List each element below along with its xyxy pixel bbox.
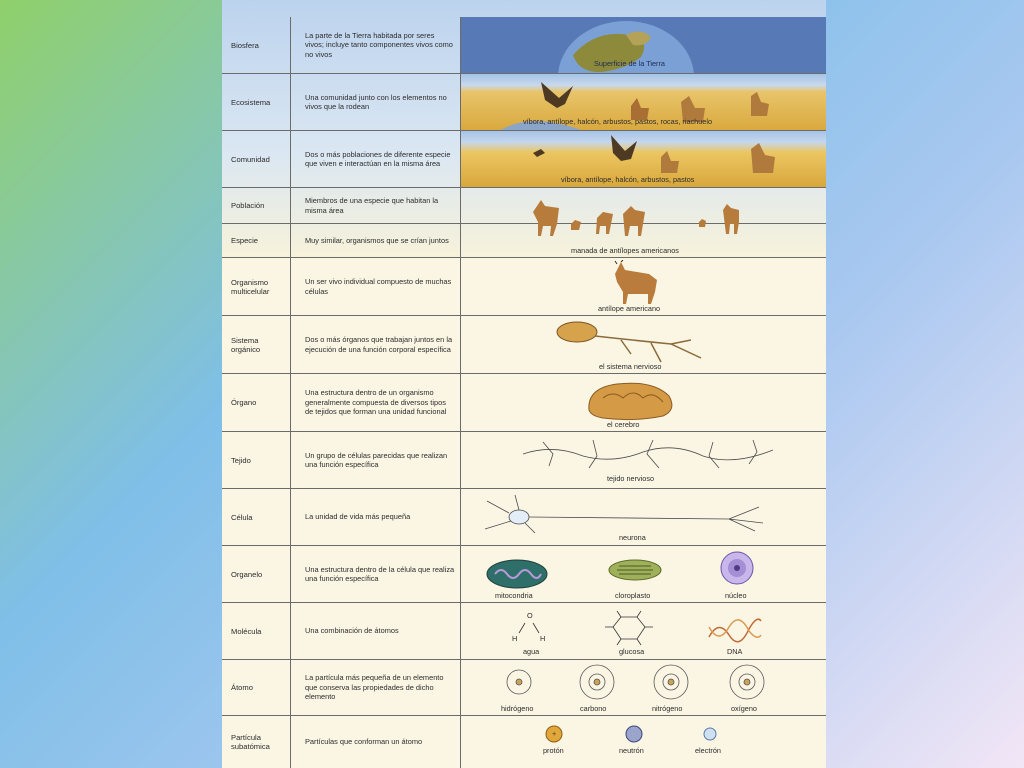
caption: neutrón bbox=[619, 746, 644, 755]
row-biosfera bbox=[222, 17, 826, 74]
level-description: Una estructura dentro de la célula que realiza una función específica bbox=[305, 564, 455, 583]
electron-icon bbox=[704, 728, 716, 740]
level-name: Población bbox=[231, 201, 265, 210]
caption: protón bbox=[543, 746, 564, 755]
water-icon bbox=[519, 623, 539, 633]
level-description: Miembros de una especie que habitan la misma área bbox=[305, 196, 439, 215]
level-name: Órgano bbox=[231, 398, 257, 407]
caption: oxígeno bbox=[731, 704, 757, 713]
level-description: Dos o más poblaciones de diferente especie que viven e interactúan en la misma área bbox=[305, 149, 451, 168]
caption: carbono bbox=[580, 704, 607, 713]
nucleus-icon bbox=[721, 552, 753, 584]
level-name: Molécula bbox=[231, 626, 262, 636]
level-name: Átomo bbox=[231, 683, 253, 692]
molecules-icon bbox=[461, 605, 826, 649]
caption: antílope americano bbox=[598, 304, 661, 313]
glucose-icon bbox=[605, 611, 653, 645]
level-name: Comunidad bbox=[231, 154, 270, 164]
earth-illustration bbox=[461, 17, 826, 73]
hydrogen-atom-icon bbox=[507, 670, 531, 694]
level-name: Sistema orgánico bbox=[231, 335, 261, 354]
community-illustration bbox=[461, 131, 826, 187]
levels-of-organization-table bbox=[222, 0, 826, 768]
water-oxygen-label: O bbox=[527, 611, 533, 620]
row-organo bbox=[222, 374, 826, 432]
nervous-system-icon bbox=[551, 318, 711, 366]
nitrogen-atom-icon bbox=[654, 665, 688, 699]
organelles-icon bbox=[461, 550, 826, 594]
brain-icon bbox=[583, 378, 683, 422]
level-description: Muy similar, organismos que se crían juntos bbox=[305, 235, 449, 245]
level-name: Biosfera bbox=[231, 40, 259, 50]
subatomic-particles-illustration bbox=[461, 716, 826, 768]
caption: Superficie de la Tierra bbox=[594, 59, 665, 68]
brain-illustration bbox=[461, 374, 826, 431]
atoms-icon bbox=[461, 662, 826, 706]
level-name: Organismo multicelular bbox=[231, 277, 270, 296]
caption: DNA bbox=[727, 647, 743, 656]
ecosystem-illustration bbox=[461, 74, 826, 130]
caption: hidrógeno bbox=[501, 704, 534, 713]
row-comunidad bbox=[222, 131, 826, 188]
antelope-illustration bbox=[461, 258, 826, 315]
level-description: Una combinación de átomos bbox=[305, 626, 399, 636]
row-particula-subatomica bbox=[222, 716, 826, 768]
caption: glucosa bbox=[619, 647, 645, 656]
row-celula bbox=[222, 489, 826, 546]
neuron-illustration bbox=[461, 489, 826, 545]
row-organismo bbox=[222, 258, 826, 316]
caption: cloroplasto bbox=[615, 591, 651, 600]
caption: el sistema nervioso bbox=[599, 362, 662, 371]
caption: víbora, antílope, halcón, arbustos, pastos bbox=[561, 175, 695, 184]
nerve-tissue-icon bbox=[513, 434, 793, 474]
level-name: Especie bbox=[231, 236, 259, 245]
caption: núcleo bbox=[725, 591, 747, 600]
level-description: Un grupo de células parecidas que realizan una función específica bbox=[305, 450, 448, 469]
row-organelo bbox=[222, 546, 826, 603]
row-atomo bbox=[222, 660, 826, 716]
row-tejido bbox=[222, 432, 826, 489]
antelope-herd-illustration bbox=[461, 188, 826, 258]
molecules-illustration bbox=[461, 603, 826, 659]
level-description: Partículas que conforman un átomo bbox=[305, 737, 423, 747]
level-description: Una estructura dentro de un organismo generalmente compuesta de diversos tipos de tejidos que forman una unidad funcional bbox=[305, 388, 447, 417]
nervous-system-illustration bbox=[461, 316, 826, 373]
row-ecosistema bbox=[222, 74, 826, 131]
chloroplast-icon bbox=[609, 560, 661, 580]
water-hydrogen-label: H bbox=[512, 634, 518, 643]
caption: neurona bbox=[619, 533, 646, 542]
level-description: La unidad de vida más pequeña bbox=[305, 512, 411, 522]
caption: víbora, antílope, halcón, arbustos, pastos, rocas, riachuelo bbox=[523, 117, 713, 126]
caption: agua bbox=[523, 647, 540, 656]
proton-charge-label: + bbox=[552, 729, 557, 738]
row-sistema-organico bbox=[222, 316, 826, 374]
neuron-icon bbox=[479, 493, 779, 533]
level-name: Tejido bbox=[231, 455, 251, 465]
mitochondria-icon bbox=[487, 560, 547, 588]
row-molecula bbox=[222, 603, 826, 660]
neutron-icon bbox=[626, 726, 642, 742]
dna-icon bbox=[709, 619, 761, 642]
oxygen-atom-icon bbox=[730, 665, 764, 699]
level-name: Ecosistema bbox=[231, 97, 271, 107]
level-description: Dos o más órganos que trabajan juntos en la ejecución de una función corporal específica bbox=[305, 335, 453, 354]
carbon-atom-icon bbox=[580, 665, 614, 699]
level-description: La parte de la Tierra habitada por seres vivos; incluye tanto componentes vivos como no vivos bbox=[305, 30, 453, 59]
organelles-illustration bbox=[461, 546, 826, 602]
level-name: Partícula subatómica bbox=[231, 733, 270, 751]
caption: electrón bbox=[695, 746, 721, 755]
water-hydrogen-label: H bbox=[540, 634, 546, 643]
level-name: Organelo bbox=[231, 569, 263, 579]
level-description: Una comunidad junto con los elementos no vivos que la rodean bbox=[305, 92, 447, 111]
level-description: La partícula más pequeña de un elemento que conserva las propiedades de dicho elemento bbox=[305, 673, 444, 702]
level-description: Un ser vivo individual compuesto de muchas células bbox=[305, 277, 452, 296]
caption: el cerebro bbox=[607, 420, 640, 429]
caption: tejido nervioso bbox=[607, 474, 655, 483]
caption: nitrógeno bbox=[652, 704, 683, 713]
atoms-illustration bbox=[461, 660, 826, 715]
caption: manada de antílopes americanos bbox=[571, 246, 679, 255]
level-name: Célula bbox=[231, 512, 253, 522]
caption: mitocondria bbox=[495, 591, 533, 600]
antelope-icon bbox=[601, 260, 721, 308]
nerve-tissue-illustration bbox=[461, 432, 826, 488]
